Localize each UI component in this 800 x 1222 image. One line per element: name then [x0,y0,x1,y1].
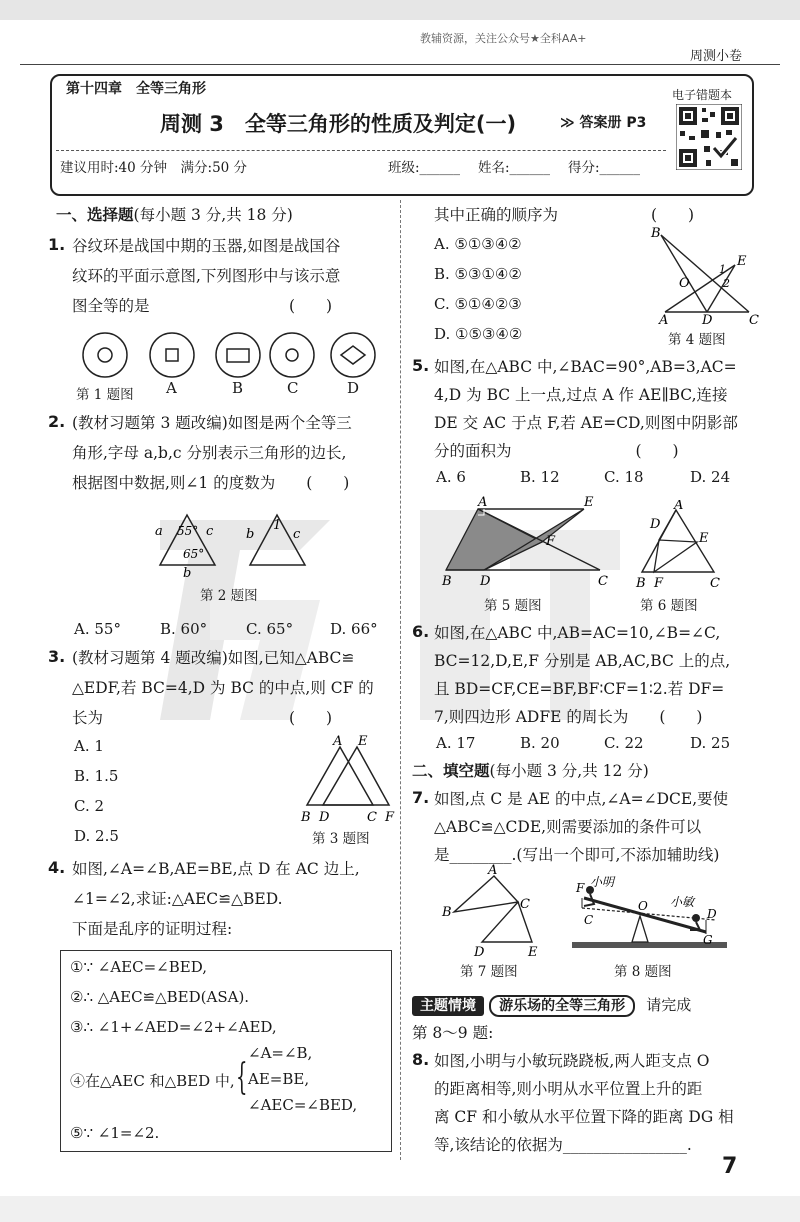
q2-line-3: 根据图中数据,则∠1 的度数为 ( ) [72,474,350,492]
q6-number: 6. [412,622,430,641]
theme-banner [412,994,691,1015]
q1-line-2: 纹环的平面示意图,下列图形中与该示意 [72,267,341,285]
q4-proof-step-3: ③∴ ∠1+∠AED=∠2+∠AED, [70,1018,277,1036]
q1-option-c-ring [270,333,314,377]
q2-angle-65: 65° [183,547,205,561]
q2-angle-55: 55° [177,524,199,538]
q3-label-c: C [367,810,377,823]
q8-line-1: 如图,小明与小敏玩跷跷板,两人距支点 O [434,1052,710,1070]
q8-line-2: 的距离相等,则小明从水平位置上升的距 [434,1080,703,1098]
q5-label-d: D [480,574,491,589]
q6-option-c[interactable]: C. 22 [604,734,644,752]
q1-reference-ring [83,333,127,377]
time-score-label: 建议用时:40 分钟 满分:50 分 [60,160,248,176]
theme-chip: 主题情境 [412,996,484,1016]
q4-label-1: 1 [719,263,726,276]
q1-label-b: B [232,379,244,397]
q2-option-b[interactable]: B. 60° [160,620,208,638]
page-title: 周测 3 全等三角形的性质及判定(一) [160,112,517,136]
q4-label-e: E [737,254,747,269]
q5-option-b[interactable]: B. 12 [520,468,560,486]
q6-line-2: BC=12,D,E,F 分别是 AB,AC,BC 上的点, [434,652,731,670]
theme-title: 游乐场的全等三角形 [489,995,635,1017]
series-label: 周测小卷 [690,49,743,64]
q1-caption: 第 1 题图 [76,387,134,403]
q4-label-c: C [749,313,759,325]
q6-line-4: 7,则四边形 ADFE 的周长为 ( ) [434,708,703,726]
top-rule [20,64,780,65]
q3-line-2: △EDF,若 BC=4,D 为 BC 的中点,则 CF 的 [72,679,374,697]
q3-option-a[interactable]: A. 1 [74,737,104,755]
q5-label-e: E [584,495,594,510]
q2-label-c2: c [293,527,301,542]
q5-option-a[interactable]: A. 6 [436,468,466,486]
q3-option-d[interactable]: D. 2.5 [74,827,119,845]
q5-label-a: A [478,495,488,510]
q6-label-e: E [699,531,709,546]
q8-caption: 第 8 题图 [614,964,672,980]
q7-line-3[interactable]: 是________.(写出一个即可,不添加辅助线) [434,846,720,864]
q4-label-2: 2 [723,277,730,290]
q8-label-f: F [576,881,585,895]
q5-option-d[interactable]: D. 24 [690,468,731,486]
section2-heading: 二、填空题(每小题 3 分,共 12 分) [412,762,649,780]
q1-label-a: A [166,379,177,397]
q4-proof-step-1: ①∵ ∠AEC=∠BED, [70,958,207,976]
q8-figure [566,872,736,958]
q3-label-b: B [301,810,311,823]
q6-label-d: D [650,517,661,532]
q2-line-2: 角形,字母 a,b,c 分别表示三角形的边长, [72,444,347,462]
q3-number: 3. [48,647,66,666]
q1-figure [80,330,390,380]
q8-label-xiaomin: 小敏 [670,895,695,909]
q4-system-line-2: AE=BE, [248,1070,310,1088]
q6-label-b: B [636,576,646,590]
q5-label-b: B [442,574,452,589]
q5-line-1: 如图,在△ABC 中,∠BAC=90°,AB=3,AC= [434,358,737,376]
q6-figure [634,500,729,590]
q4-label-b: B [651,226,661,241]
q3-caption: 第 3 题图 [312,831,370,847]
q4-brace: { [236,1057,248,1098]
q4-line-3: 下面是乱序的证明过程: [72,920,233,938]
q3-label-d: D [319,810,330,823]
q5-label-c: C [598,574,608,589]
q1-line-1: 谷纹环是战国中期的玉器,如图是战国谷 [72,237,341,255]
q8-label-xiaoming: 小明 [590,875,615,889]
q2-figure [150,505,320,580]
q1-line-3: 图全等的是 ( ) [72,297,333,315]
q6-option-b[interactable]: B. 20 [520,734,560,752]
q6-option-d[interactable]: D. 25 [690,734,731,752]
q2-line-1: (教材习题第 3 题改编)如图是两个全等三 [72,414,352,432]
q1-option-d-ring [331,333,375,377]
q3-label-e: E [358,734,368,749]
q5-line-4: 分的面积为 ( ) [434,442,679,460]
q1-option-a-ring [150,333,194,377]
header-divider [56,150,666,152]
class-field[interactable]: 班级:______ [388,160,461,176]
q2-option-c[interactable]: C. 65° [246,620,294,638]
chapter-label: 第十四章 全等三角形 [62,78,210,98]
q4-option-a[interactable]: A. ⑤①③④② [434,235,522,253]
name-field[interactable]: 姓名:______ [478,160,551,176]
q6-caption: 第 6 题图 [640,598,698,614]
section1-heading: 一、选择题(每小题 3 分,共 18 分) [56,206,293,224]
q7-label-b: B [442,905,452,920]
q4-label-o: O [679,276,690,291]
scan-top-strip [0,0,800,20]
q7-label-d: D [474,945,485,957]
q4-label-d: D [702,313,713,325]
q5-line-3: DE 交 AC 于点 F,若 AE=CD,则图中阴影部 [434,414,738,432]
q4-order-line: 其中正确的顺序为 ( ) [434,206,695,224]
q3-option-b[interactable]: B. 1.5 [74,767,119,785]
q2-label-a: a [155,524,163,539]
q4-number: 4. [48,858,66,877]
q4-proof-step-4: ④在△AEC 和△BED 中, [70,1072,235,1090]
q6-label-c: C [710,576,720,590]
q5-label-f: F [546,534,556,549]
q3-option-c[interactable]: C. 2 [74,797,105,815]
q3-label-f: F [385,810,395,823]
q3-line-1: (教材习题第 4 题改编)如图,已知△ABC≌ [72,649,355,667]
q2-label-b2: b [246,527,255,542]
q6-line-3: 且 BD=CF,CE=BF,BF∶CF=1∶2.若 DF= [434,680,725,698]
q2-number: 2. [48,412,66,431]
theme-line-2: 第 8～9 题: [412,1024,494,1042]
theme-tail: 请完成 [646,996,692,1014]
q1-option-b-ring [216,333,260,377]
q4-option-c[interactable]: C. ⑤①④②③ [434,295,522,313]
q7-line-2: △ABC≌△CDE,则需要添加的条件可以 [434,818,702,836]
q3-figure [295,733,395,823]
q6-label-f: F [654,576,664,590]
q2-option-a[interactable]: A. 55° [74,620,121,638]
q1-number: 1. [48,235,66,254]
q7-line-1: 如图,点 C 是 AE 的中点,∠A=∠DCE,要使 [434,790,729,808]
q6-line-1: 如图,在△ABC 中,AB=AC=10,∠B=∠C, [434,624,721,642]
q8-label-g: G [703,933,713,947]
q4-proof-box [60,950,392,1152]
scan-bottom-strip [0,1196,800,1222]
q2-caption: 第 2 题图 [200,588,258,604]
q2-option-d[interactable]: D. 66° [330,620,378,638]
q8-label-o: O [638,899,648,913]
q7-label-a: A [488,863,498,878]
q8-label-c: C [584,913,594,927]
q3-line-3: 长为 ( ) [72,709,333,727]
qr-code-icon[interactable] [676,104,742,170]
q7-label-c: C [520,897,530,912]
q7-number: 7. [412,788,430,807]
q4-proof-step-2: ②∴ △AEC≌△BED(ASA). [70,988,250,1006]
q8-label-d: D [707,907,717,921]
q4-figure [645,225,765,325]
q4-system-line-1: ∠A=∠B, [248,1044,313,1062]
q8-line-4[interactable]: 等,该结论的依据为________________. [434,1136,692,1154]
q7-figure [440,862,555,957]
q1-label-c: C [287,379,299,397]
q4-label-a: A [659,313,669,325]
q4-option-b[interactable]: B. ⑤③①④② [434,265,522,283]
q4-proof-step-5: ⑤∵ ∠1=∠2. [70,1124,160,1142]
q5-option-c[interactable]: C. 18 [604,468,644,486]
qr-label: 电子错题本 [672,88,733,102]
q2-label-c: c [206,524,214,539]
q4-caption: 第 4 题图 [668,332,726,348]
q2-label-b: b [183,566,192,580]
q4-system-line-3: ∠AEC=∠BED, [248,1096,358,1114]
watermark-text: 教辅资源，关注公众号★全科AA+ [420,32,587,45]
q3-label-a: A [333,734,343,749]
q5-line-2: 4,D 为 BC 上一点,过点 A 作 AE∥BC,连接 [434,386,728,404]
answer-ref: ≫ 答案册 P3 [560,115,647,131]
page-number: 7 [722,1154,738,1179]
q7-label-e: E [528,945,538,957]
q8-line-3: 离 CF 和小敏从水平位置下降的距离 DG 相 [434,1108,734,1126]
q5-figure [438,495,608,590]
q8-number: 8. [412,1050,430,1069]
q6-option-a[interactable]: A. 17 [436,734,476,752]
q4-line-2: ∠1=∠2,求证:△AEC≌△BED. [72,890,283,908]
score-field[interactable]: 得分:______ [568,160,641,176]
q5-caption: 第 5 题图 [484,598,542,614]
q6-label-a: A [674,500,684,513]
q4-line-1: 如图,∠A=∠B,AE=BE,点 D 在 AC 边上, [72,860,360,878]
q5-number: 5. [412,356,430,375]
q2-angle-1: 1 [273,518,282,533]
q4-option-d[interactable]: D. ①⑤③④② [434,325,523,343]
q7-caption: 第 7 题图 [460,964,518,980]
q1-label-d: D [347,379,360,397]
